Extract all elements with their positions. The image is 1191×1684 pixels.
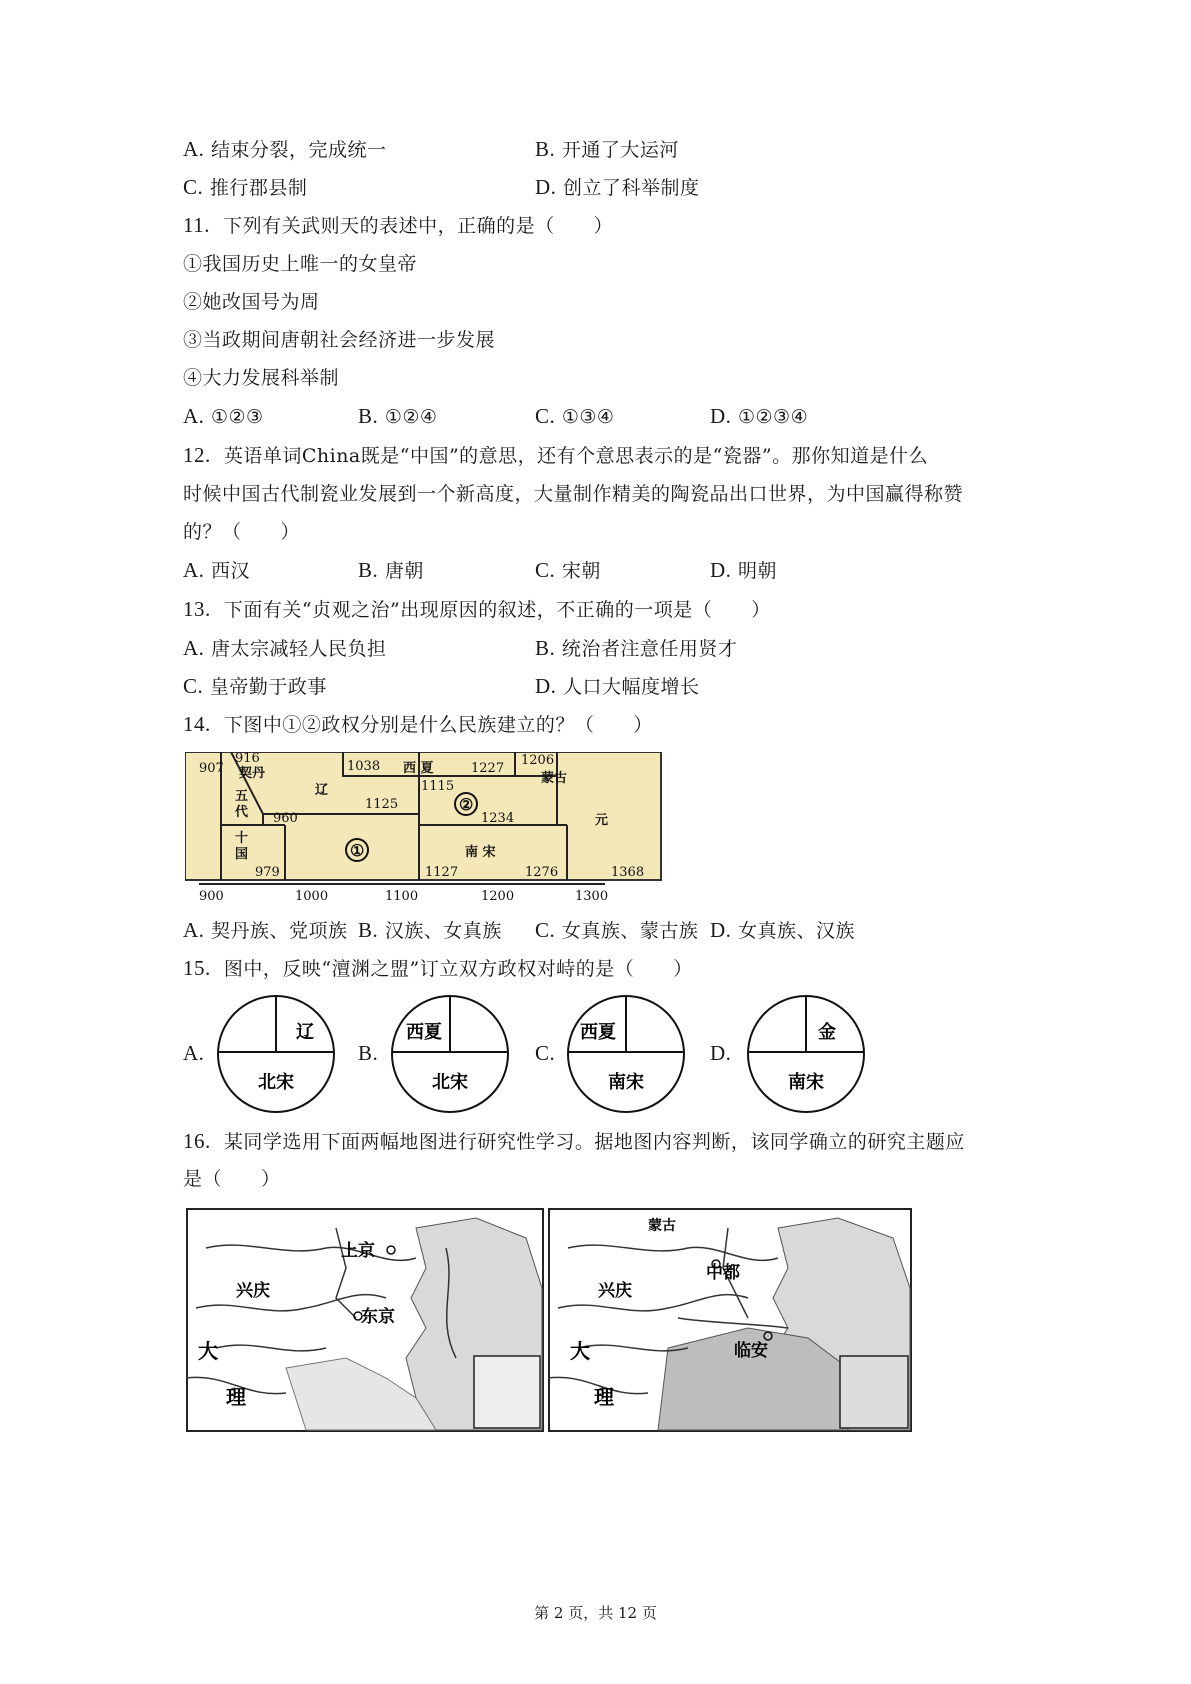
q11-option-c: C. ①③④ — [535, 404, 615, 428]
map-1-xingqing: 兴庆 — [236, 1281, 270, 1301]
map-2-xingqing: 兴庆 — [598, 1281, 632, 1301]
q13-option-d: D. 人口大幅度增长 — [535, 674, 700, 698]
page-footer: 第 2 页，共 12 页 — [534, 1604, 657, 1622]
q13-stem: 13. 下面有关“贞观之治”出现原因的叙述，不正确的一项是（ ） — [183, 597, 771, 621]
map-1-inset — [474, 1356, 540, 1428]
label-979: 979 — [255, 865, 280, 880]
label-shiguo-2: 国 — [235, 847, 249, 862]
q11-option-d: D. ①②③④ — [710, 404, 809, 428]
label-liao: 辽 — [315, 783, 329, 798]
q12-stem-line1: 12. 英语单词China既是“中国”的意思，还有个意思表示的是“瓷器”。那你知道是什么 — [183, 443, 929, 467]
map-1-li: 理 — [226, 1385, 246, 1409]
q10-option-a: A. 结束分裂，完成统一 — [183, 137, 387, 161]
axis-1200: 1200 — [481, 889, 515, 902]
q15-option-a-diagram — [214, 994, 338, 1114]
map-2-menggu: 蒙古 — [648, 1218, 676, 1234]
q14-option-c: C. 女真族、蒙古族 — [535, 918, 699, 942]
label-menggu: 蒙古 — [541, 771, 568, 786]
q13-option-b: B. 统治者注意任用贤才 — [535, 636, 738, 660]
q11-statement-3: ③当政期间唐朝社会经济进一步发展 — [183, 329, 496, 351]
q15-c-bottom: 南宋 — [608, 1072, 644, 1093]
label-1038: 1038 — [347, 759, 381, 774]
q15-d-bottom: 南宋 — [788, 1072, 824, 1093]
label-1368: 1368 — [611, 865, 645, 880]
q14-option-b: B. 汉族、女真族 — [358, 918, 502, 942]
q16-map-2 — [548, 1208, 912, 1432]
label-1234: 1234 — [481, 811, 515, 826]
q15-c-top: 西夏 — [580, 1022, 616, 1043]
q16-stem-line2: 是（ ） — [183, 1168, 281, 1190]
q15-b-bottom: 北宋 — [432, 1072, 468, 1093]
map-2-inset — [840, 1356, 908, 1428]
axis-1000: 1000 — [295, 889, 329, 902]
q10-option-d: D. 创立了科举制度 — [535, 175, 700, 199]
label-1276: 1276 — [525, 865, 559, 880]
q15-option-a-letter: A. — [183, 1041, 205, 1065]
axis-1300: 1300 — [575, 889, 609, 902]
map-1-dongjing: 东京 — [361, 1307, 395, 1327]
label-1227: 1227 — [471, 761, 505, 776]
label-wudai-2: 代 — [235, 805, 249, 820]
q15-d-top: 金 — [818, 1022, 836, 1043]
label-1206: 1206 — [521, 753, 555, 768]
label-1125: 1125 — [365, 797, 399, 812]
q15-a-top: 辽 — [296, 1022, 314, 1043]
label-907: 907 — [199, 761, 224, 776]
axis-900: 900 — [199, 889, 224, 902]
q16-stem-line1: 16. 某同学选用下面两幅地图进行研究性学习。据地图内容判断，该同学确立的研究主题应 — [183, 1129, 965, 1153]
q13-option-c: C. 皇帝勤于政事 — [183, 674, 327, 698]
q11-option-a: A. ①②③ — [183, 404, 264, 428]
q15-option-c-diagram — [564, 994, 688, 1114]
label-960: 960 — [273, 811, 298, 826]
q15-option-d-diagram — [744, 994, 868, 1114]
q11-option-b: B. ①②④ — [358, 404, 438, 428]
axis-1100: 1100 — [385, 889, 419, 902]
q11-stem: 11. 下列有关武则天的表述中，正确的是（ ） — [183, 213, 614, 237]
q14-timeline-figure — [185, 752, 663, 902]
q15-a-bottom: 北宋 — [258, 1072, 294, 1093]
q13-option-a: A. 唐太宗减轻人民负担 — [183, 636, 387, 660]
label-nansong: 南 宋 — [465, 845, 496, 860]
label-1127: 1127 — [425, 865, 459, 880]
q12-stem-line2: 时候中国古代制瓷业发展到一个新高度，大量制作精美的陶瓷品出口世界，为中国赢得称赞 — [183, 483, 964, 505]
map-2-da: 大 — [570, 1339, 590, 1363]
q11-statement-2: ②她改国号为周 — [183, 291, 320, 313]
q10-option-b: B. 开通了大运河 — [535, 137, 679, 161]
q12-stem-line3: 的？（ ） — [183, 521, 301, 543]
label-1115: 1115 — [421, 779, 455, 794]
label-circle-2: ② — [459, 795, 474, 814]
q12-option-c: C. 宋朝 — [535, 558, 601, 582]
q15-option-c-letter: C. — [535, 1041, 556, 1065]
q12-option-b: B. 唐朝 — [358, 558, 424, 582]
q11-statement-4: ④大力发展科举制 — [183, 367, 340, 389]
map-2-li: 理 — [594, 1385, 614, 1409]
q11-statement-1: ①我国历史上唯一的女皇帝 — [183, 253, 418, 275]
q14-option-a: A. 契丹族、党项族 — [183, 918, 348, 942]
q12-option-a: A. 西汉 — [183, 558, 250, 582]
q15-stem: 15. 图中，反映“澶渊之盟”订立双方政权对峙的是（ ） — [183, 956, 693, 980]
q12-option-d: D. 明朝 — [710, 558, 777, 582]
map-1-shangjing: 上京 — [341, 1241, 375, 1261]
map-1-da: 大 — [198, 1339, 218, 1363]
q16-map-1 — [186, 1208, 544, 1432]
q14-option-d: D. 女真族、汉族 — [710, 918, 855, 942]
label-wudai-1: 五 — [235, 789, 249, 804]
map-2-zhongdu: 中都 — [706, 1263, 740, 1283]
label-xixia: 西 夏 — [403, 761, 434, 776]
q15-option-d-letter: D. — [710, 1041, 732, 1065]
map-2-linan: 临安 — [734, 1341, 768, 1361]
q15-option-b-letter: B. — [358, 1041, 379, 1065]
label-shiguo-1: 十 — [235, 831, 249, 846]
q10-option-c: C. 推行郡县制 — [183, 175, 308, 199]
q14-stem: 14. 下图中①②政权分别是什么民族建立的？（ ） — [183, 712, 653, 736]
q15-option-b-diagram — [388, 994, 512, 1114]
label-916: 916 — [235, 752, 260, 766]
label-circle-1: ① — [350, 841, 365, 860]
label-yuan: 元 — [595, 813, 609, 828]
q15-b-top: 西夏 — [406, 1022, 442, 1043]
label-qidan: 契丹 — [239, 766, 266, 781]
